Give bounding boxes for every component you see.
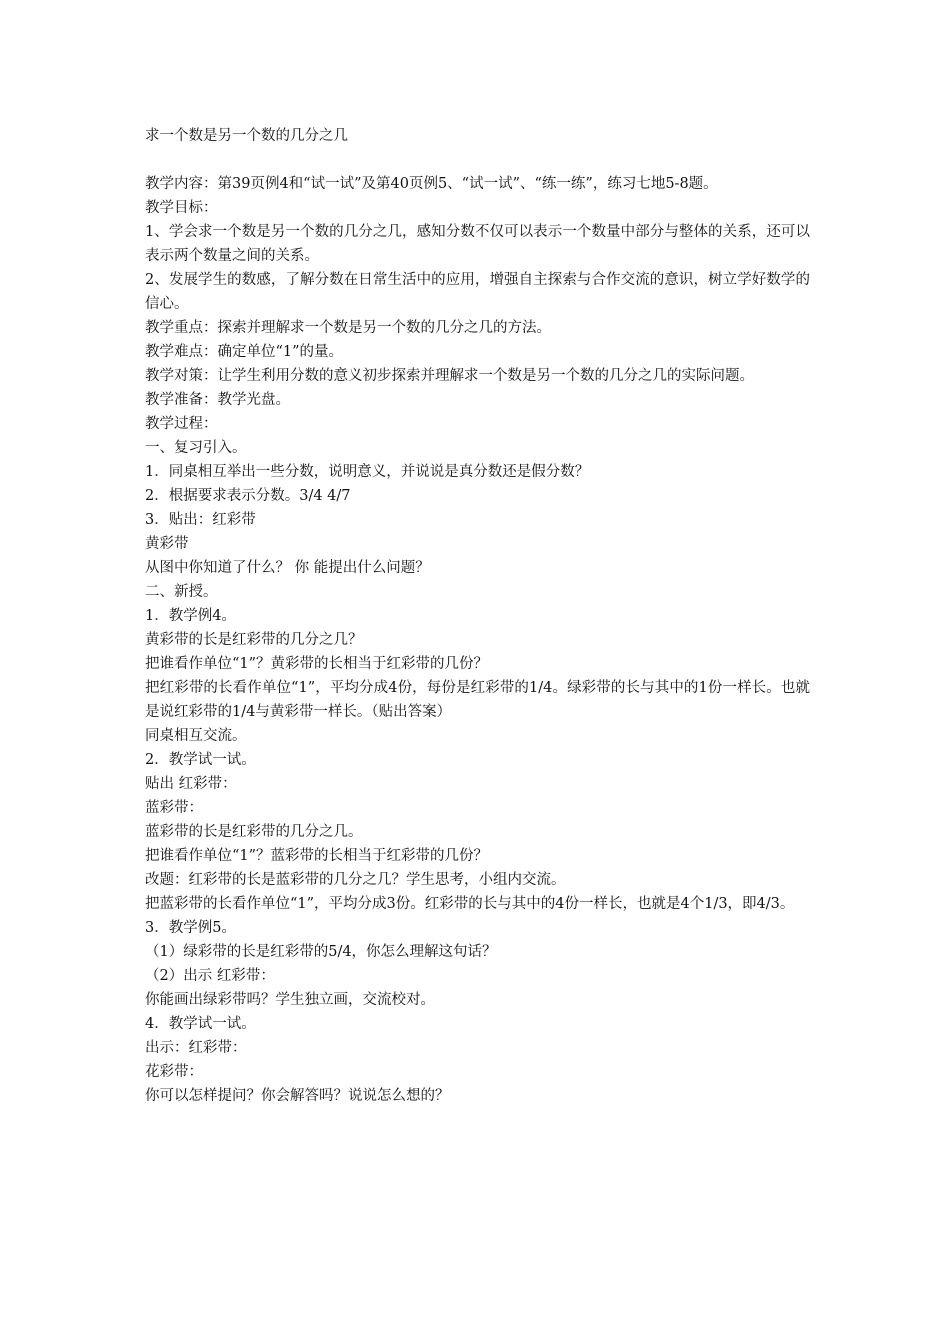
paragraph-example-4-unit: 把谁看作单位“1”？黄彩带的长相当于红彩带的几份？ (145, 656, 489, 672)
paragraph-blue-explanation: 把蓝彩带的长看作单位“1”，平均分成3份。红彩带的长与其中的4份一样长，也就是4个1/3，即4/3。 (145, 896, 795, 912)
paragraph-yellow-ribbon: 黄彩带 (145, 536, 189, 552)
document-page (145, 124, 810, 1108)
paragraph-example-5: 3．教学例5。 (145, 920, 236, 936)
paragraph-section-1: 一、复习引入。 (145, 440, 247, 456)
paragraph-goal-2: 2、发展学生的数感，了解分数在日常生活中的应用，增强自主探索与合作交流的意识，树立学好数学的信心。 (145, 272, 810, 312)
paragraph-try-it: 2．教学试一试。 (145, 752, 256, 768)
paragraph-try-it-2: 4．教学试一试。 (145, 1016, 256, 1032)
paragraph-question: 从图中你知道了什么？ 你 能提出什么问题？ (145, 560, 430, 576)
paragraph-section-2: 二、新授。 (145, 584, 218, 600)
document-body (145, 172, 810, 1108)
paragraph-blue-ribbon: 蓝彩带： (145, 800, 203, 816)
paragraph-blue-unit: 把谁看作单位“1”？蓝彩带的长相当于红彩带的几份？ (145, 848, 489, 864)
paragraph-strategy: 教学对策：让学生利用分数的意义初步探索并理解求一个数是另一个数的几分之几的实际问题。 (145, 368, 754, 384)
paragraph-key-point: 教学重点：探索并理解求一个数是另一个数的几分之几的方法。 (145, 320, 551, 336)
paragraph-teaching-content: 教学内容：第39页例4和“试一试”及第40页例5、“试一试”、“练一练”，练习七地5-8题。 (145, 176, 718, 192)
paragraph-flower-ribbon: 花彩带： (145, 1064, 203, 1080)
paragraph-example-4-question: 黄彩带的长是红彩带的几分之几？ (145, 632, 363, 648)
paragraph-review-2: 2．根据要求表示分数。3/4 4/7 (145, 488, 351, 504)
paragraph-example-5-part-2: （2）出示 红彩带： (145, 968, 275, 984)
paragraph-goal-1: 1、学会求一个数是另一个数的几分之几，感知分数不仅可以表示一个数量中部分与整体的关系，还可以表示两个数量之间的关系。 (145, 224, 810, 264)
paragraph-desk-exchange: 同桌相互交流。 (145, 728, 247, 744)
paragraph-draw-green: 你能画出绿彩带吗？学生独立画，交流校对。 (145, 992, 435, 1008)
paragraph-blue-question: 蓝彩带的长是红彩带的几分之几。 (145, 824, 363, 840)
paragraph-preparation: 教学准备：教学光盘。 (145, 392, 290, 408)
paragraph-difficulty: 教学难点：确定单位“1”的量。 (145, 344, 344, 360)
paragraph-example-5-part-1: （1）绿彩带的长是红彩带的5/4，你怎么理解这句话？ (145, 944, 497, 960)
paragraph-process-heading: 教学过程： (145, 416, 218, 432)
paragraph-example-4-explanation: 把红彩带的长看作单位“1”，平均分成4份，每份是红彩带的1/4。绿彩带的长与其中的1份一样长。也就是说红彩带的1/4与黄彩带一样长。（贴出答案） (145, 680, 810, 720)
paragraph-change-question: 改题：红彩带的长是蓝彩带的几分之几？学生思考，小组内交流。 (145, 872, 566, 888)
document-title: 求一个数是另一个数的几分之几 (145, 128, 348, 144)
paragraph-final-question: 你可以怎样提问？你会解答吗？说说怎么想的？ (145, 1088, 450, 1104)
paragraph-red-ribbon: 贴出 红彩带： (145, 776, 237, 792)
paragraph-review-3: 3．贴出：红彩带 (145, 512, 256, 528)
paragraph-show-red: 出示：红彩带： (145, 1040, 247, 1056)
paragraph-example-4: 1．教学例4。 (145, 608, 236, 624)
paragraph-review-1: 1．同桌相互举出一些分数，说明意义，并说说是真分数还是假分数？ (145, 464, 590, 480)
paragraph-teaching-goals-heading: 教学目标： (145, 200, 218, 216)
